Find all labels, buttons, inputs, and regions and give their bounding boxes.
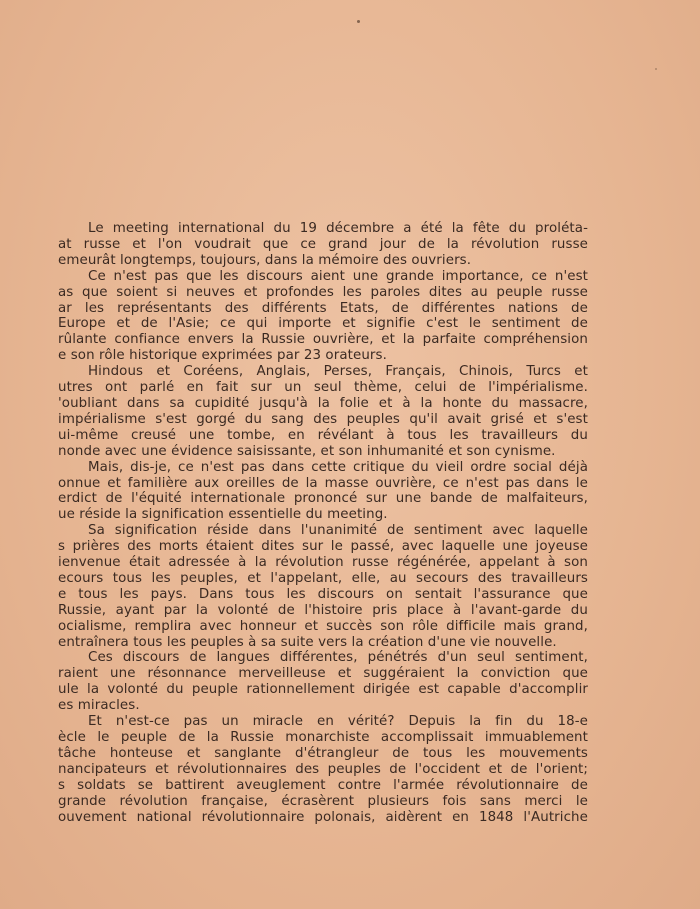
text-line: Sa signification réside dans l'unanimité de sentiment avec laquelle: [88, 523, 588, 539]
text-line: Mais, dis-je, ce n'est pas dans cette critique du vieil ordre social déjà: [88, 459, 588, 475]
text-line: ui-même creusé une tombe, en révélant à tous les travailleurs du: [58, 427, 588, 443]
text-line: Et n'est-ce pas un miracle en vérité? Depuis la fin du 18-e: [88, 714, 588, 730]
document-body: [58, 221, 588, 825]
text-line: ecours tous les peuples, et l'appelant, elle, au secours des travailleurs: [58, 570, 588, 586]
text-line: nonde avec une évidence saisissante, et son inhumanité et son cynisme.: [58, 443, 556, 459]
text-line: entraînera tous les peuples à sa suite vers la création d'une vie nouvelle.: [58, 634, 557, 650]
text-line: emeurât longtemps, toujours, dans la mémoire des ouvriers.: [58, 252, 472, 268]
text-line: es miracles.: [58, 698, 140, 714]
text-line: 'oubliant dans sa cupidité jusqu'à la folie et à la honte du massacre,: [58, 395, 588, 411]
text-line: ienvenue était adressée à la révolution russe régénérée, appelant à son: [58, 555, 588, 571]
text-line: nancipateurs et révolutionnaires des peuples de l'occident et de l'orient;: [58, 761, 588, 777]
paper-speck: [655, 68, 657, 70]
text-line: at russe et l'on voudrait que ce grand jour de la révolution russe: [58, 236, 588, 252]
text-line: tâche honteuse et sanglante d'étrangleur de tous les mouvements: [58, 745, 588, 761]
paragraph: [58, 714, 588, 825]
text-line: raient une résonnance merveilleuse et suggéraient la conviction que: [58, 666, 588, 682]
text-line: ue réside la signification essentielle du meeting.: [58, 507, 388, 523]
text-line: ar les représentants des différents Etats, de différentes nations de: [58, 300, 588, 316]
paragraph: [58, 523, 588, 650]
text-line: Europe et de l'Asie; ce qui importe et signifie c'est le sentiment de: [58, 316, 588, 332]
text-line: Le meeting international du 19 décembre a été la fête du proléta-: [88, 221, 588, 236]
text-line: rûlante confiance envers la Russie ouvrière, et la parfaite compréhension: [58, 332, 588, 348]
text-line: ouvement national révolutionnaire polonais, aidèrent en 1848 l'Autriche: [58, 809, 588, 825]
text-line: grande révolution française, écrasèrent plusieurs fois sans merci le: [58, 793, 588, 809]
text-line: s prières des morts étaient dites sur le passé, avec laquelle une joyeuse: [58, 539, 588, 555]
paper-speck: [357, 20, 360, 23]
text-line: ècle le peuple de la Russie monarchiste accomplissait immuablement: [58, 730, 588, 745]
text-line: impérialisme s'est gorgé du sang des peuples qu'il avait grisé et s'est: [58, 411, 588, 427]
text-line: ocialisme, remplira avec honneur et succès son rôle difficile mais grand,: [58, 618, 588, 634]
text-line: Hindous et Coréens, Anglais, Perses, Français, Chinois, Turcs et: [88, 364, 588, 380]
text-line: e tous les pays. Dans tous les discours on sentait l'assurance que: [58, 586, 588, 602]
text-line: erdict de l'équité internationale prononcé sur une bande de malfaiteurs,: [58, 491, 588, 507]
text-line: Ces discours de langues différentes, pénétrés d'un seul sentiment,: [88, 650, 588, 666]
paragraph: [58, 221, 588, 269]
text-line: Russie, ayant par la volonté de l'histoire pris place à l'avant-garde du: [58, 602, 588, 618]
text-line: onnue et familière aux oreilles de la masse ouvrière, ce n'est pas dans le: [58, 475, 588, 491]
paragraph: [58, 364, 588, 459]
paragraph: [58, 460, 588, 524]
text-line: s soldats se battirent aveuglement contre l'armée révolutionnaire de: [58, 777, 588, 793]
paragraph: [58, 269, 588, 364]
text-line: e son rôle historique exprimées par 23 orateurs.: [58, 348, 387, 364]
text-line: utres ont parlé en fait sur un seul thème, celui de l'impérialisme.: [58, 380, 588, 396]
text-line: Ce n'est pas que les discours aient une grande importance, ce n'est: [88, 268, 588, 284]
paragraph: [58, 650, 588, 714]
text-line: ule la volonté du peuple rationnellement dirigée est capable d'accomplir: [58, 682, 588, 698]
text-line: as que soient si neuves et profondes les paroles dites au peuple russe: [58, 284, 588, 300]
